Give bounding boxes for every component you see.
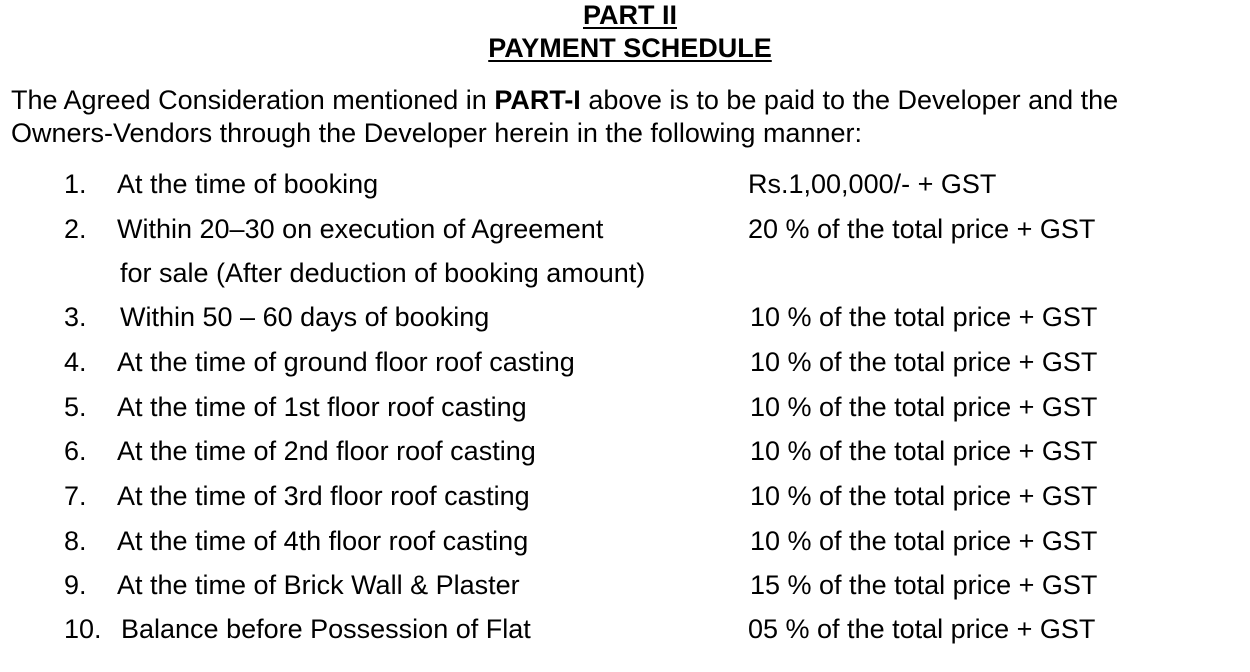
list-item — [0, 299, 1250, 339]
item-amount: 10 % of the total price + GST — [750, 392, 1098, 422]
item-description: At the time of booking — [117, 169, 379, 199]
item-number: 3. — [64, 302, 87, 332]
item-number: 4. — [64, 347, 87, 377]
item-amount: 15 % of the total price + GST — [750, 570, 1098, 600]
section-heading: PART II — [583, 0, 677, 30]
item-amount: 10 % of the total price + GST — [750, 347, 1098, 377]
item-number: 7. — [64, 481, 87, 511]
item-description: At the time of ground floor roof casting — [117, 347, 575, 377]
list-item — [0, 389, 1250, 429]
list-item — [0, 211, 1250, 251]
item-amount: 10 % of the total price + GST — [750, 481, 1098, 511]
item-amount: Rs.1,00,000/- + GST — [748, 169, 997, 199]
item-amount: 20 % of the total price + GST — [748, 214, 1096, 244]
item-number: 8. — [64, 526, 87, 556]
intro-paragraph-line-2: Owners-Vendors through the Developer herein in the following manner: — [11, 118, 862, 148]
item-number: 5. — [64, 392, 87, 422]
intro-text: above is to be paid to the Developer and the — [580, 85, 1119, 115]
intro-text: The Agreed Consideration mentioned in — [11, 85, 495, 115]
item-description: At the time of 4th floor roof casting — [117, 526, 529, 556]
list-item — [0, 166, 1250, 206]
item-description: At the time of 2nd floor roof casting — [117, 436, 536, 466]
item-amount: 05 % of the total price + GST — [748, 614, 1096, 644]
item-number: 2. — [64, 214, 87, 244]
list-item — [0, 611, 1250, 651]
item-description: At the time of Brick Wall & Plaster — [117, 570, 520, 600]
item-number: 1. — [64, 169, 87, 199]
item-description: Within 50 – 60 days of booking — [120, 302, 490, 332]
item-description: At the time of 1st floor roof casting — [117, 392, 527, 422]
list-item — [0, 523, 1250, 563]
item-amount: 10 % of the total price + GST — [750, 302, 1098, 332]
intro-bold-reference: PART-I — [494, 85, 581, 115]
list-item — [0, 344, 1250, 384]
item-number: 10. — [64, 614, 102, 644]
item-description: Within 20–30 on execution of Agreement — [117, 214, 604, 244]
item-description-continued: for sale (After deduction of booking amount) — [120, 258, 646, 288]
list-item — [0, 433, 1250, 473]
list-item — [0, 567, 1250, 607]
list-item — [0, 478, 1250, 518]
item-number: 6. — [64, 436, 87, 466]
item-description: At the time of 3rd floor roof casting — [117, 481, 530, 511]
item-amount: 10 % of the total price + GST — [750, 436, 1098, 466]
intro-paragraph-line-1 — [11, 84, 1241, 117]
item-number: 9. — [64, 570, 87, 600]
item-description: Balance before Possession of Flat — [121, 614, 531, 644]
item-amount: 10 % of the total price + GST — [750, 526, 1098, 556]
page-title: PAYMENT SCHEDULE — [488, 33, 772, 63]
